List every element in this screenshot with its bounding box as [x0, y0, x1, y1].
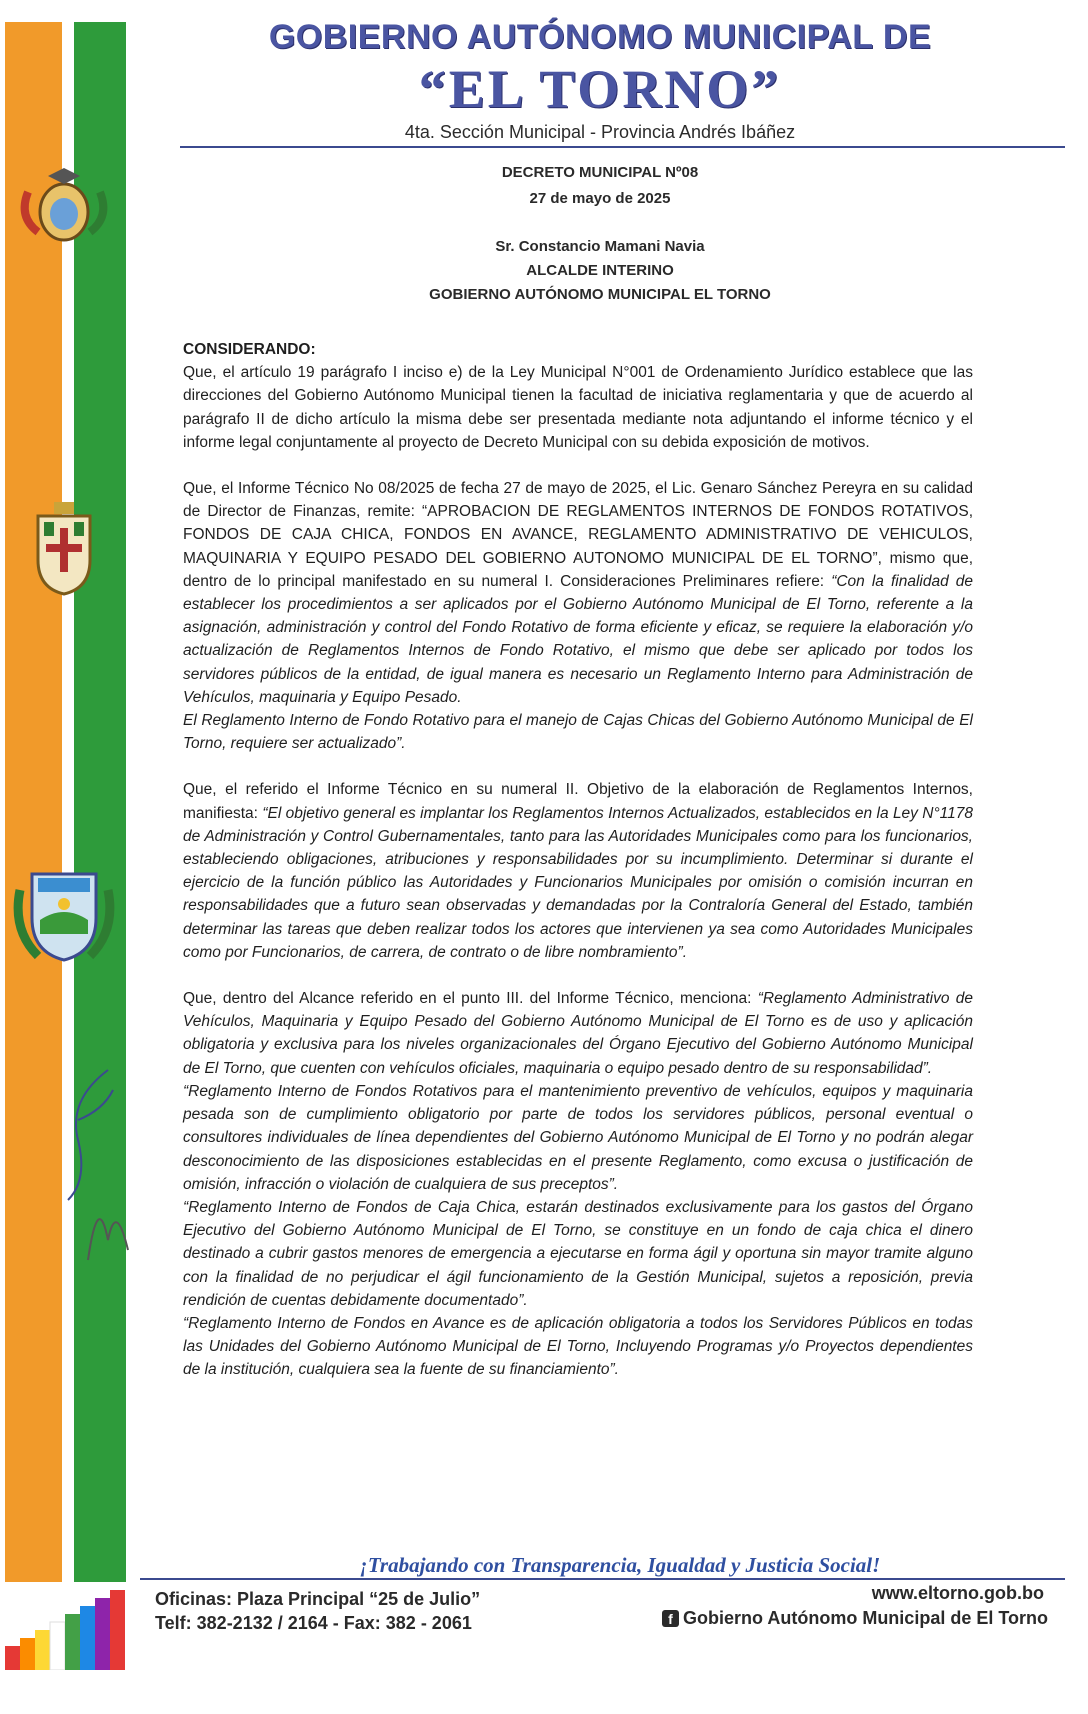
footer-motto: ¡Trabajando con Transparencia, Igualdad y Justicia Social! [359, 1553, 881, 1577]
footer-contact [155, 1587, 480, 1635]
paragraph-2-quote: “Con la finalidad de establecer los procedimientos a ser aplicados por el Gobierno Autónomo Municipal de El Torno, referente a la asignación, administración y control del Fondo Rotativo de forma eficiente y eficaz, se requiere la elaboración y/o actualización de Reglamentos Internos de Fondo Rotativo, el mismo que debe ser aplicado por todos los servidores públicos de la entidad, de igual manera es necesario un Reglamento Interno para Administración de Vehículos, maquinaria y Equipo Pesado. [183, 572, 974, 706]
header-title: GOBIERNO AUTÓNOMO MUNICIPAL DE [268, 18, 932, 56]
paragraph-2b: El Reglamento Interno de Fondo Rotativo para el manejo de Cajas Chicas del Gobierno Autónomo Municipal de El Torno, requiere ser actualizado”. [183, 712, 973, 753]
decree-date: 27 de mayo de 2025 [529, 190, 671, 207]
paragraph-5: “Reglamento Interno de Fondos Rotativos para el mantenimiento preventivo de vehículos, equipos y maquinaria pesada son de cumplimiento obligatorio por parte de todos los servidores públicos, personal eventual o consultores individuales de línea dependientes del Gobierno Autónomo Municipal de El Torno y no podrán alegar desconocimiento de las disposiciones establecidas en el presente Reglamento, como excusa o justificación de omisión, infracción o violación de cualquiera de sus preceptos”. [183, 1082, 973, 1193]
paragraph-7: “Reglamento Interno de Fondos en Avance es de aplicación obligatoria a todos los Servidores Públicos en todas las Unidades del Gobierno Autónomo Municipal de El Torno, Incluyendo Programas y/o Proyectos dependientes de la institución, cualquiera sea la fuente de su financiamiento”. [183, 1314, 973, 1379]
header-rule [180, 146, 1065, 148]
paragraph-4-text: Que, dentro del Alcance referido en el punto III. del Informe Técnico, menciona: [183, 990, 758, 1008]
el-torno-municipal-seal-icon [8, 860, 120, 968]
phone-fax: Telf: 382-2132 / 2164 - Fax: 382 - 2061 [155, 1613, 472, 1633]
paragraph-6: “Reglamento Interno de Fondos de Caja Chica, estarán destinados exclusivamente para los gastos del Órgano Ejecutivo del Gobierno Autónomo Municipal de El Torno, se constituye en un fondo de caja chica el dinero destinado a cubrir gastos menores de emergencia a ejecutarse en forma ágil y oportuna sin mayor tramite alguno con la finalidad de no perjudicar el ágil funcionamiento de la Gestión Municipal, sujetos a reposición, previa rendición de cuentas debidamente documentado”. [183, 1198, 973, 1309]
side-stripe-white [62, 22, 74, 1582]
footer-rule [140, 1578, 1065, 1580]
paragraph-3-quote: “El objetivo general es implantar los Reglamentos Internos Actualizados, establecidos en la Ley N°1178 de Administración y Control Gubernamentales, tanto para las Autoridades Municipales como para los funcionarios, estableciendo obligaciones, atribuciones y responsabilidades por su incumplimiento. Determinar si durante el ejercicio de la función público las Autoridades y Funcionarios Municipales por omisión o comisión incurran en responsabilidades que a futuro sean observadas y demandadas por la Contraloría General del Estado, también determinar las tareas que deben realizar todos los actores que intervienen ya sea como Autoridades Municipales como por Funcionarios, de carrera, de contrato o de libre nombramiento”. [183, 804, 974, 961]
header-subtitle: 4ta. Sección Municipal - Provincia Andrés Ibáñez [404, 122, 796, 142]
side-stripe-green [74, 22, 126, 1582]
municipality-name: “EL TORNO” [418, 59, 782, 119]
decree-number: DECRETO MUNICIPAL Nº08 [501, 164, 699, 181]
facebook-link[interactable] [662, 1608, 1048, 1629]
santa-cruz-coat-of-arms-icon [8, 500, 120, 598]
paragraph-2-text: Que, el Informe Técnico No 08/2025 de fecha 27 de mayo de 2025, el Lic. Genaro Sánchez Pereyra en su calidad de Director de Finanzas, remite: “APROBACION DE REGLAMENTOS INTERNOS DE FONDOS ROTATIVOS, FONDOS DE CAJA CHICA, FONDOS EN AVANCE, REGLAMENTO ADMINISTRATIVO DE VEHICULOS, MAQUINARIA Y EQUIPO PESADO DEL GOBIERNO AUTONOMO MUNICIPAL DE EL TORNO”, mismo que, dentro de lo principal manifestado en su numeral I. Consideraciones Preliminares refiere: [183, 480, 973, 590]
paragraph-4-quote: “Reglamento Administrativo de Vehículos, Maquinaria y Equipo Pesado del Gobierno Autónomo Municipal de El Torno es de uso y aplicación obligatoria y exclusiva para los niveles organizacionales del Órgano Ejecutivo del Gobierno Autónomo Municipal de El Torno, que cuenten con vehículos oficiales, maquinaria o equipo pesado dentro de su responsabilidad”. [183, 990, 973, 1077]
facebook-icon: f [662, 1610, 679, 1627]
side-stripe-orange [5, 22, 62, 1582]
addressee-position: ALCALDE INTERINO [526, 262, 674, 279]
paragraph-1: Que, el artículo 19 parágrafo I inciso e) de la Ley Municipal N°001 de Ordenamiento Jurídico establece que las direcciones del Gobierno Autónomo Municipal tienen la facultad de iniciativa reglamentaria y que de acuerdo al parágrafo II de dicho artículo la misma debe ser presentada mediante nota adjuntando el informe técnico y el informe legal conjuntamente al proyecto de Decreto Municipal con su debida exposición de motivos. [183, 364, 973, 451]
paragraph-3-text: Que, el referido el Informe Técnico en su numeral II. Objetivo de la elaboración de Reglamentos Internos, manifiesta: [183, 781, 973, 822]
addressee-name: Sr. Constancio Mamani Navia [495, 238, 705, 255]
considerando-heading: CONSIDERANDO: [183, 341, 316, 358]
handwritten-signature-mark [78, 1180, 138, 1270]
paragraph-2 [183, 477, 973, 709]
facebook-label: Gobierno Autónomo Municipal de El Torno [683, 1608, 1048, 1628]
website-link[interactable]: www.eltorno.gob.bo [871, 1583, 1044, 1603]
paragraph-4 [183, 987, 973, 1080]
bolivia-coat-of-arms-icon [8, 162, 120, 252]
paragraph-3 [183, 778, 973, 964]
office-address: Oficinas: Plaza Principal “25 de Julio” [155, 1589, 481, 1609]
decree-body [183, 338, 973, 1382]
addressee-institution: GOBIERNO AUTÓNOMO MUNICIPAL EL TORNO [429, 286, 771, 303]
wiphala-flag-icon [5, 1590, 125, 1670]
